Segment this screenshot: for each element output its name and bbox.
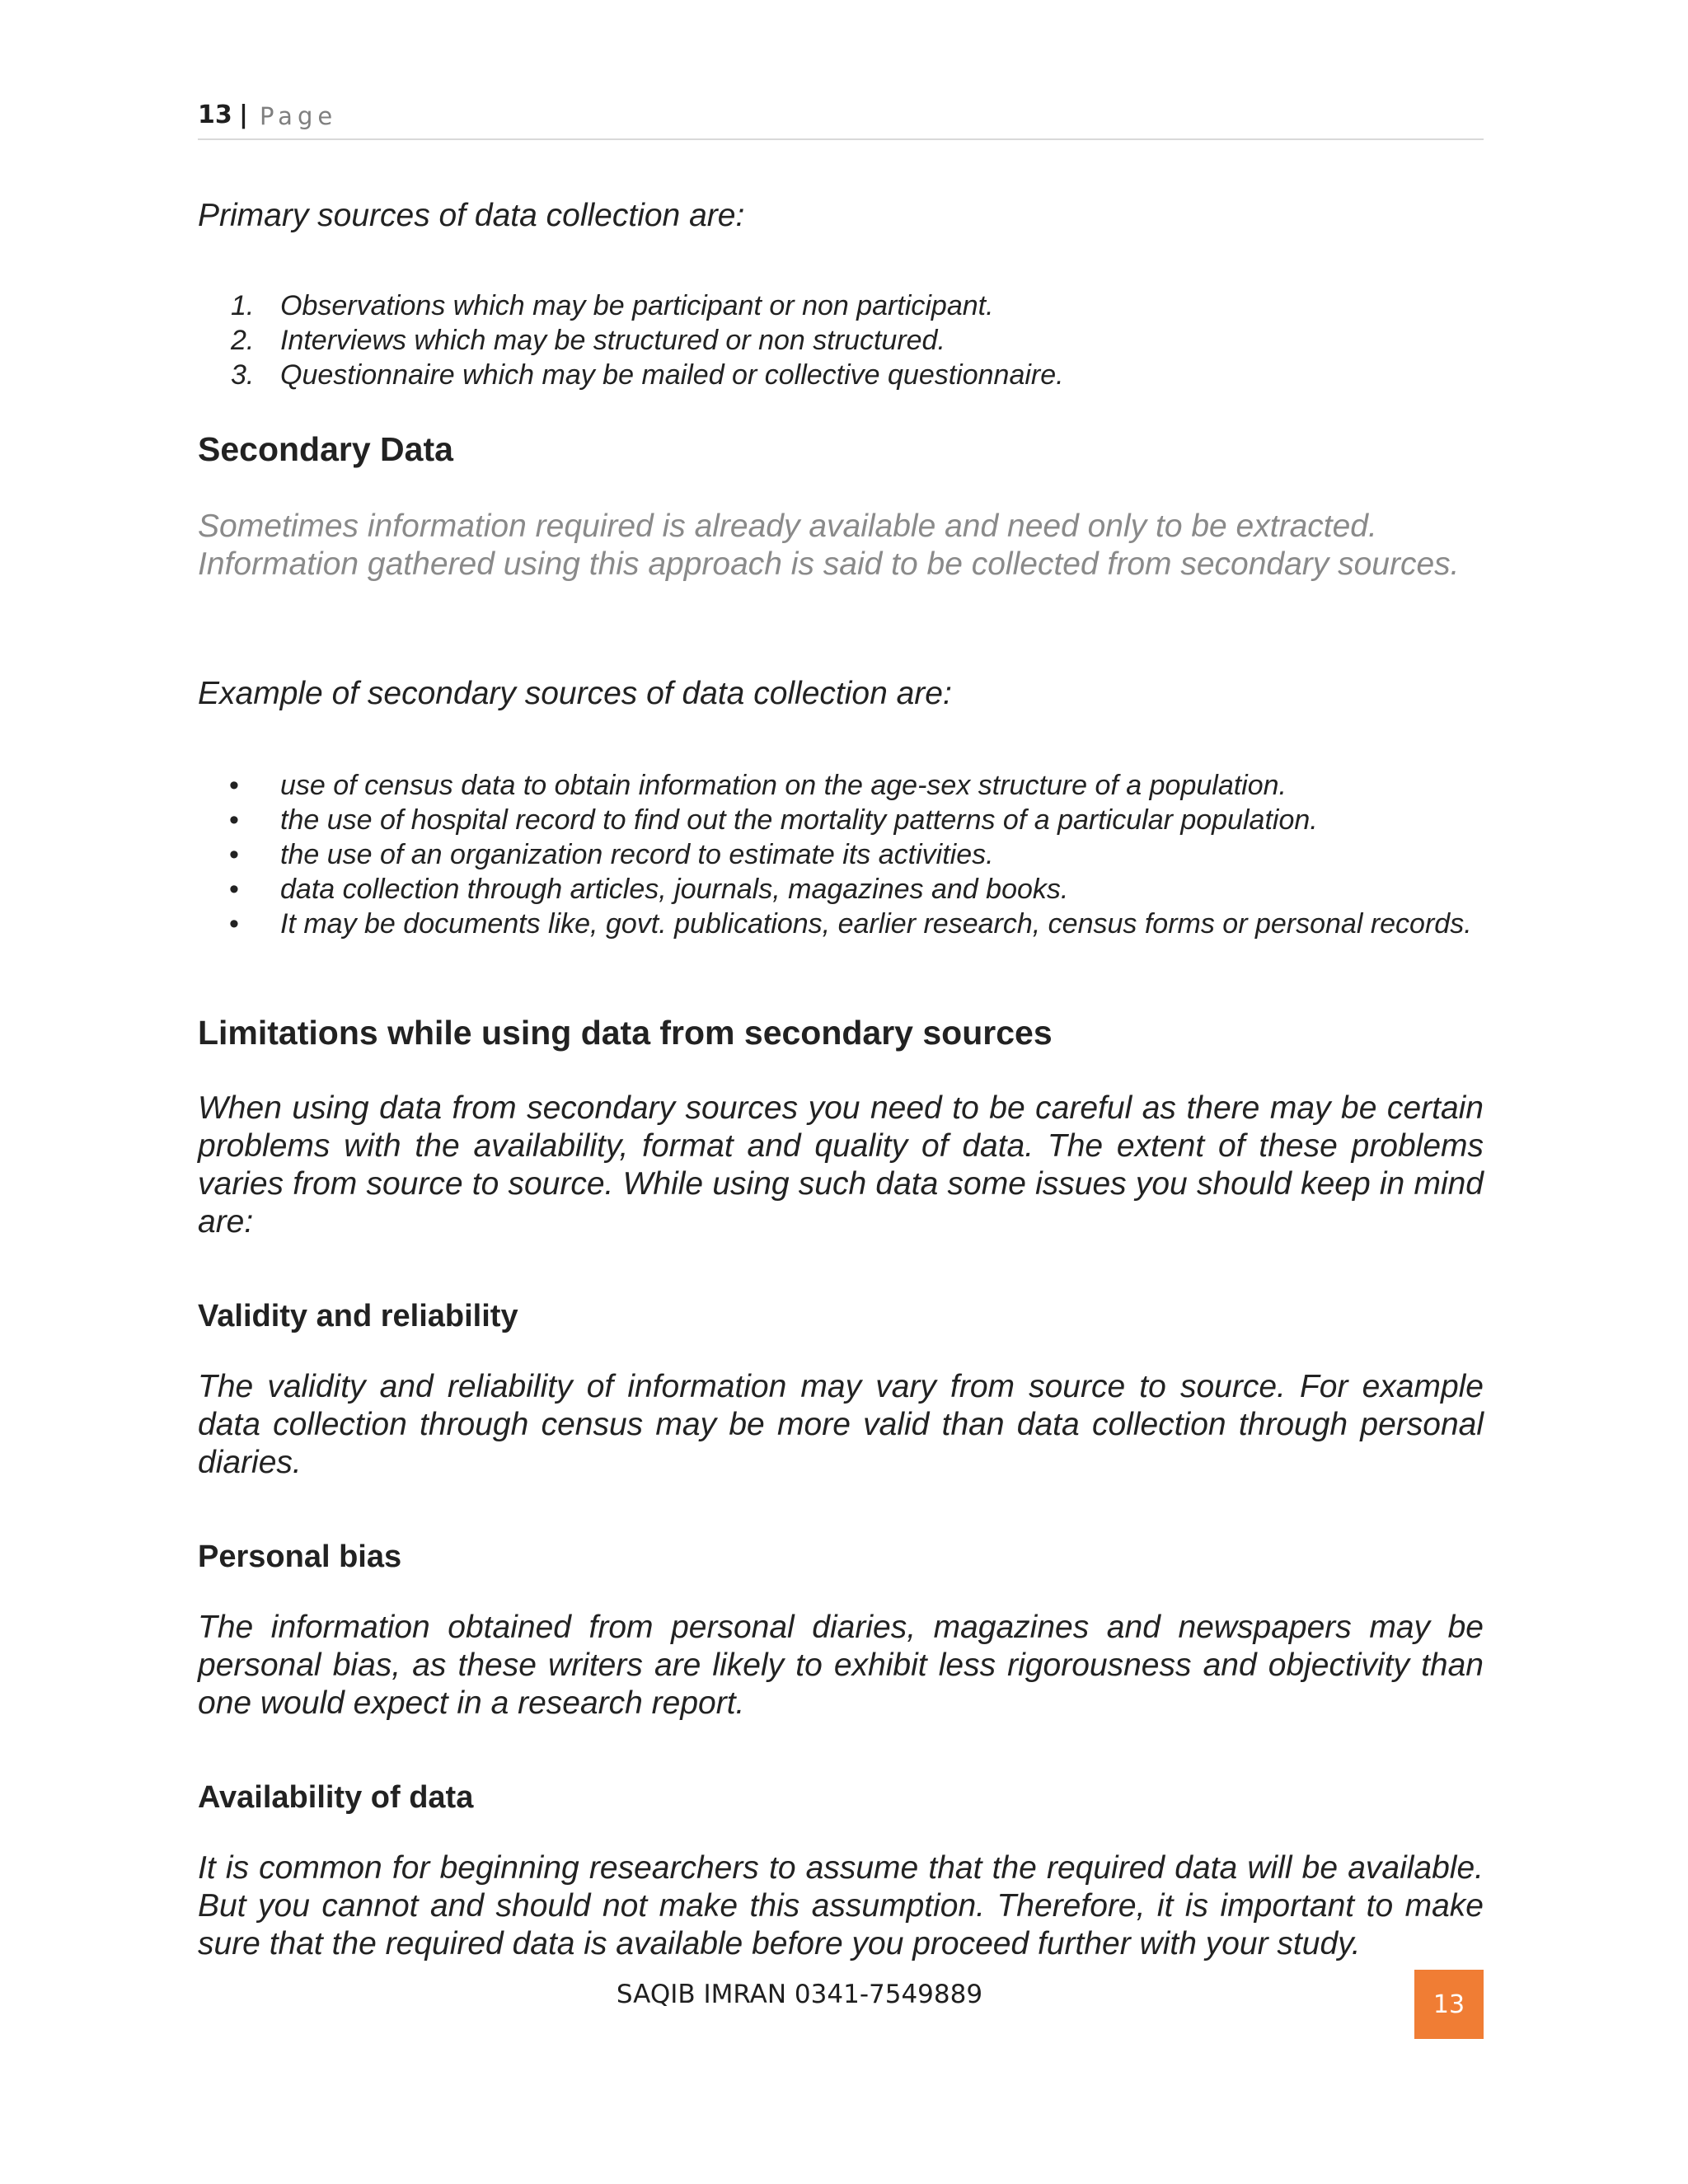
list-item [198,803,1484,837]
list-item-number: 1. [231,290,255,321]
secondary-description: Sometimes information required is already available and need only to be extracted. Information gathered using this approach is said to be collected from secondary sources. [198,509,1460,582]
header-page-number: 13 [198,101,232,129]
limitations-heading: Limitations while using data from secondary sources [198,1014,1053,1052]
list-item [198,907,1484,941]
list-item-text: Questionnaire which may be mailed or collective questionnaire. [280,359,1064,391]
secondary-sources-list [198,768,1484,941]
list-item [198,358,1484,392]
list-item-text: Interviews which may be structured or non structured. [280,325,945,356]
list-item [198,288,1484,323]
list-item-number: 2. [231,325,255,356]
footer-author: SAQIB IMRAN 0341-7549889 [616,1980,983,2009]
list-item-number: 3. [231,359,255,391]
list-item-text: data collection through articles, journals, magazines and books. [280,874,1069,905]
validity-text: The validity and reliability of information may vary from source to source. For example data collection through census may be more valid than data collection through personal diaries. [198,1369,1484,1480]
list-item-text: the use of hospital record to find out the mortality patterns of a particular population. [280,804,1318,836]
secondary-data-heading: Secondary Data [198,430,453,468]
bias-text: The information obtained from personal diaries, magazines and newspapers may be personal bias, as these writers are likely to exhibit less rigorousness and objectivity than one would expect in a research report. [198,1610,1484,1721]
header-separator: | [239,101,248,129]
list-item-text: Observations which may be participant or non participant. [280,290,994,321]
primary-intro: Primary sources of data collection are: [198,198,745,233]
bullet-icon: • [229,804,239,836]
bullet-icon: • [229,874,239,905]
list-item [198,768,1484,803]
list-item-text: It may be documents like, govt. publications, earlier research, census forms or personal records. [280,908,1472,940]
validity-heading: Validity and reliability [198,1299,518,1333]
list-item [198,872,1484,907]
bullet-icon: • [229,839,239,870]
page-header [198,97,1484,140]
list-item [198,837,1484,872]
primary-sources-list [198,288,1484,392]
list-item [198,323,1484,358]
page-number-badge: 13 [1414,1970,1484,2039]
bullet-icon: • [229,770,239,801]
bias-heading: Personal bias [198,1540,402,1574]
limitations-text: When using data from secondary sources you need to be careful as there may be certain problems with the availability, format and quality of data. The extent of these problems varies from source to source. While using such data some issues you should keep in mind are: [198,1090,1484,1240]
list-item-text: the use of an organization record to estimate its activities. [280,839,994,870]
header-page-word: Page [260,102,338,130]
availability-heading: Availability of data [198,1780,474,1815]
bullet-icon: • [229,908,239,940]
availability-text: It is common for beginning researchers to assume that the required data will be available. But you cannot and should not make this assumption. Therefore, it is important to make sure that the required data is available before you proceed further with your study. [198,1850,1484,1961]
secondary-example-intro: Example of secondary sources of data collection are: [198,676,952,711]
list-item-text: use of census data to obtain information on the age-sex structure of a population. [280,770,1287,801]
